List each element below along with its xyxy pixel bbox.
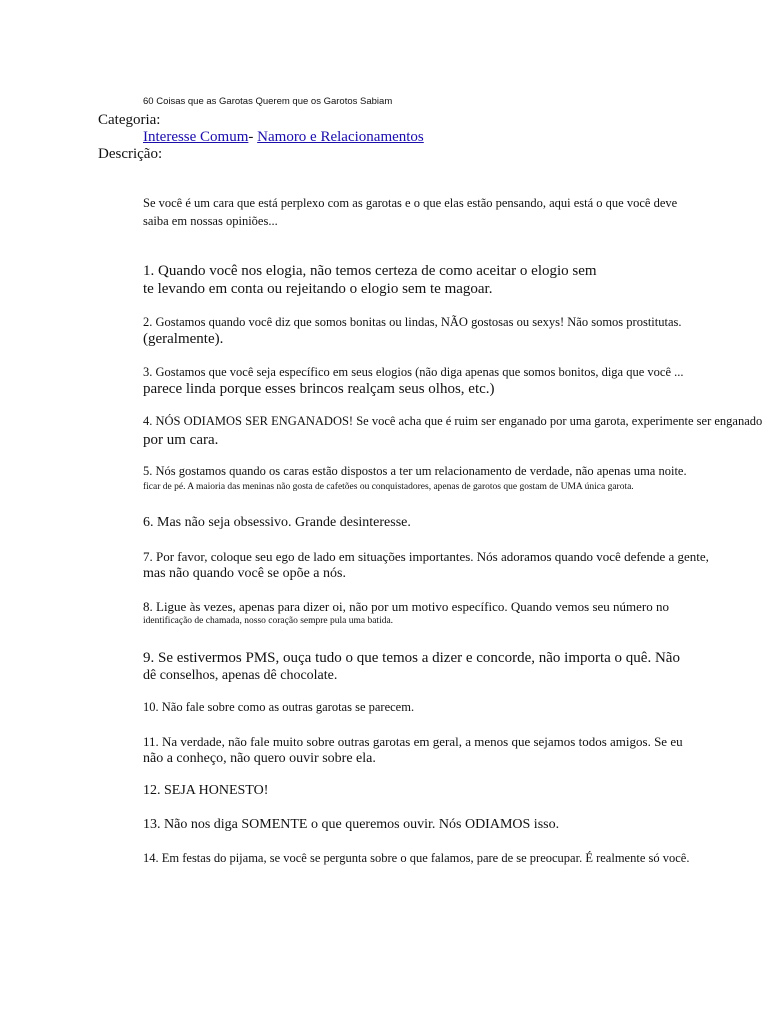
category-separator: -	[248, 129, 254, 145]
list-item-4-line-1: 4. NÓS ODIAMOS SER ENGANADOS! Se você acha que é ruim ser enganado por uma garota, experimente ser enganado	[143, 414, 763, 428]
category-label: Categoria:	[98, 112, 161, 128]
intro-line-1: Se você é um cara que está perplexo com as garotas e o que elas estão pensando, aqui está o que você deve	[143, 196, 678, 210]
list-item-2-line-2: (geralmente).	[143, 331, 224, 347]
list-item-1-line-2: te levando em conta ou rejeitando o elogio sem te magoar.	[143, 281, 493, 297]
document-title: 60 Coisas que as Garotas Querem que os Garotos Sabiam	[143, 96, 393, 107]
category-link-dating[interactable]: Namoro e Relacionamentos	[257, 129, 424, 145]
list-item-6: 6. Mas não seja obsessivo. Grande desinteresse.	[143, 515, 411, 530]
list-item-9-line-1: 9. Se estivermos PMS, ouça tudo o que temos a dizer e concorde, não importa o quê. Não	[143, 650, 680, 666]
list-item-5-line-2: ficar de pé. A maioria das meninas não gosta de cafetões ou conquistadores, apenas de garotos que gostam de UMA única garota.	[143, 482, 634, 492]
list-item-8-line-2: identificação de chamada, nosso coração sempre pula uma batida.	[143, 616, 394, 626]
category-links	[143, 129, 424, 146]
list-item-12: 12. SEJA HONESTO!	[143, 783, 269, 798]
list-item-11-line-1: 11. Na verdade, não fale muito sobre outras garotas em geral, a menos que sejamos todos amigos. Se eu	[143, 734, 683, 749]
list-item-7-line-1: 7. Por favor, coloque seu ego de lado em situações importantes. Nós adoramos quando você defende a gente,	[143, 549, 709, 564]
list-item-10: 10. Não fale sobre como as outras garotas se parecem.	[143, 700, 415, 714]
list-item-7-line-2: mas não quando você se opõe a nós.	[143, 566, 346, 581]
list-item-1-line-1: 1. Quando você nos elogia, não temos certeza de como aceitar o elogio sem	[143, 263, 597, 279]
list-item-4-line-2: por um cara.	[143, 432, 219, 448]
list-item-3-line-2: parece linda porque esses brincos realçam seus olhos, etc.)	[143, 381, 495, 397]
list-item-5-line-1: 5. Nós gostamos quando os caras estão dispostos a ter um relacionamento de verdade, não apenas uma noite.	[143, 464, 687, 478]
list-item-9-line-2: dê conselhos, apenas dê chocolate.	[143, 668, 338, 683]
intro-line-2: saiba em nossas opiniões...	[143, 214, 278, 228]
list-item-11-line-2: não a conheço, não quero ouvir sobre ela.	[143, 751, 376, 766]
list-item-8-line-1: 8. Ligue às vezes, apenas para dizer oi, não por um motivo específico. Quando vemos seu número no	[143, 599, 669, 614]
list-item-14: 14. Em festas do pijama, se você se pergunta sobre o que falamos, pare de se preocupar. É realmente só você.	[143, 851, 690, 865]
list-item-3-line-1: 3. Gostamos que você seja específico em seus elogios (não diga apenas que somos bonitos, diga que você ...	[143, 365, 684, 379]
list-item-2-line-1: 2. Gostamos quando você diz que somos bonitas ou lindas, NÃO gostosas ou sexys! Não somos prostitutas.	[143, 315, 682, 329]
category-link-common-interest[interactable]: Interesse Comum	[143, 129, 249, 145]
list-item-13: 13. Não nos diga SOMENTE o que queremos ouvir. Nós ODIAMOS isso.	[143, 817, 560, 832]
description-label: Descrição:	[98, 146, 163, 162]
